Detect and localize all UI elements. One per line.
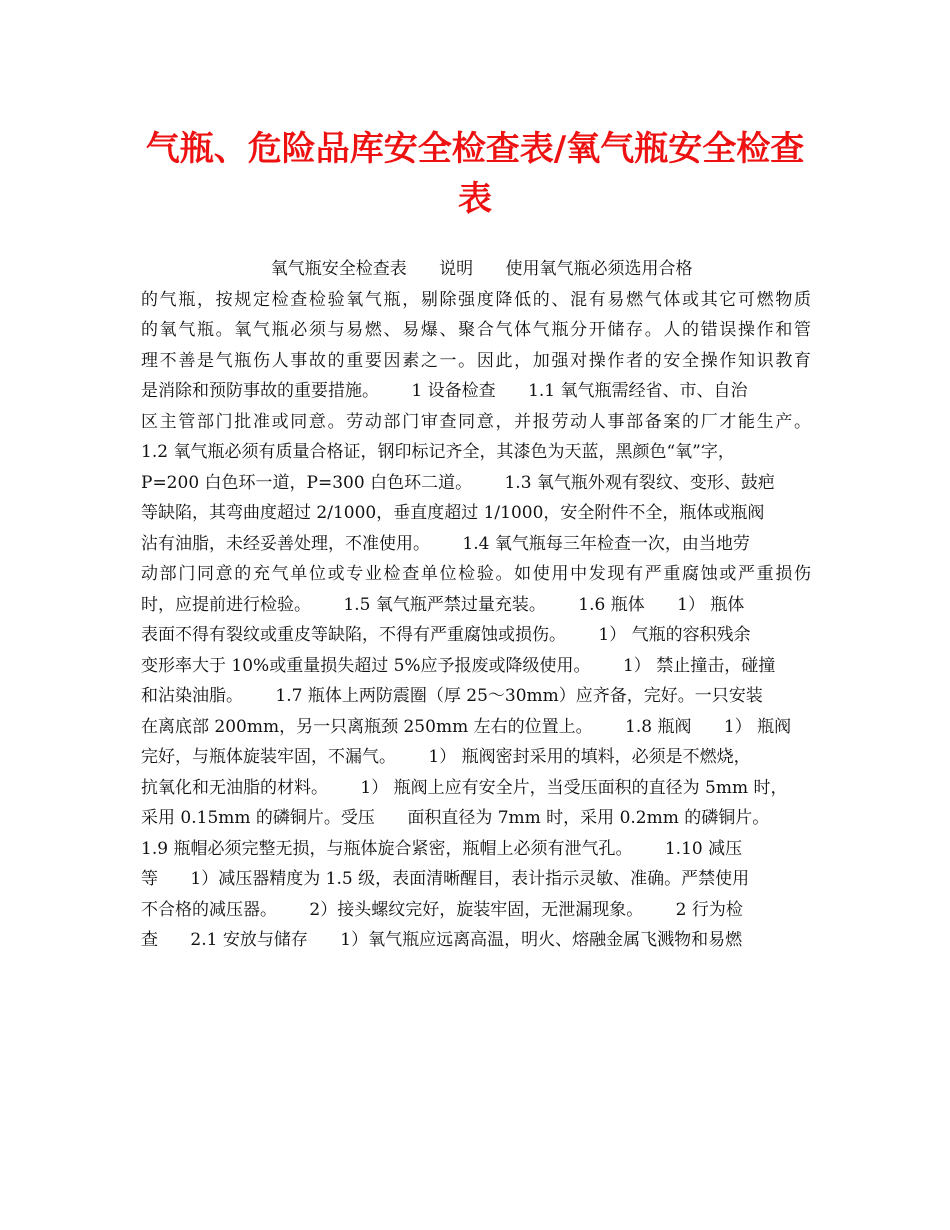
document-body (141, 254, 811, 956)
document-title: 气瓶、危险品库安全检查表/氧气瓶安全检查表 (145, 129, 805, 219)
body-line: 不合格的减压器。 2）接头螺纹完好，旋装牢固，无泄漏现象。 2 行为检 (141, 899, 743, 920)
body-line: 抗氧化和无油脂的材料。 1） 瓶阀上应有安全片，当受压面积的直径为 5mm 时， (141, 777, 788, 798)
body-line: 区主管部门批准或同意。劳动部门审查同意，并报劳动人事部备案的厂才能生产。 (141, 411, 811, 432)
body-line: P=200 白色环一道，P=300 白色环二道。 1.3 氧气瓶外观有裂纹、变形、鼓疤 (141, 472, 775, 493)
body-line: 氧气瓶安全检查表 说明 使用氧气瓶必须选用合格 (141, 259, 693, 279)
body-line: 完好，与瓶体旋装牢固，不漏气。 1） 瓶阀密封采用的填料，必须是不燃烧， (141, 747, 751, 767)
body-line: 在离底部 200mm，另一只离瓶颈 250mm 左右的位置上。 1.8 瓶阀 1） 瓶阀 (141, 716, 792, 737)
body-line: 变形率大于 10%或重量损失超过 5%应予报废或降级使用。 1） 禁止撞击，碰撞 (141, 655, 776, 676)
body-line: 等 1）减压器精度为 1.5 级，表面清晰醒目，表计指示灵敏、准确。严禁使用 (141, 869, 750, 889)
body-line: 的气瓶，按规定检查检验氧气瓶，剔除强度降低的、混有易燃气体或其它可燃物质 (141, 289, 811, 310)
body-line: 沾有油脂，未经妥善处理，不准使用。 1.4 氧气瓶每三年检查一次，由当地劳 (141, 533, 750, 554)
body-line: 时，应提前进行检验。 1.5 氧气瓶严禁过量充装。 1.6 瓶体 1） 瓶体 (141, 594, 745, 615)
body-line: 查 2.1 安放与储存 1）氧气瓶应远离高温，明火、熔融金属飞溅物和易燃 (141, 930, 743, 950)
body-line: 1.2 氧气瓶必须有质量合格证，钢印标记齐全，其漆色为天蓝，黑颜色“氧”字， (141, 442, 735, 462)
body-line: 表面不得有裂纹或重皮等缺陷，不得有严重腐蚀或损伤。 1） 气瓶的容积残余 (141, 625, 751, 645)
body-line: 动部门同意的充气单位或专业检查单位检验。如使用中发现有严重腐蚀或严重损伤 (141, 564, 811, 584)
body-line: 的氧气瓶。氧气瓶必须与易燃、易爆、聚合气体气瓶分开储存。人的错误操作和管 (141, 320, 811, 340)
body-line: 和沾染油脂。 1.7 瓶体上两防震圈（厚 25～30mm）应齐备，完好。一只安装 (141, 686, 763, 706)
body-line: 1.9 瓶帽必须完整无损，与瓶体旋合紧密，瓶帽上必须有泄气孔。 1.10 减压 (141, 838, 743, 859)
body-line: 等缺陷，其弯曲度超过 2/1000，垂直度超过 1/1000，安全附件不全，瓶体或瓶阀 (141, 503, 765, 523)
body-line: 理不善是气瓶伤人事故的重要因素之一。因此，加强对操作者的安全操作知识教育 (141, 350, 811, 371)
body-line: 采用 0.15mm 的磷铜片。受压 面积直径为 7mm 时，采用 0.2mm 的磷铜片。 (141, 808, 770, 828)
body-line: 是消除和预防事故的重要措施。 1 设备检查 1.1 氧气瓶需经省、市、自治 (141, 381, 748, 401)
